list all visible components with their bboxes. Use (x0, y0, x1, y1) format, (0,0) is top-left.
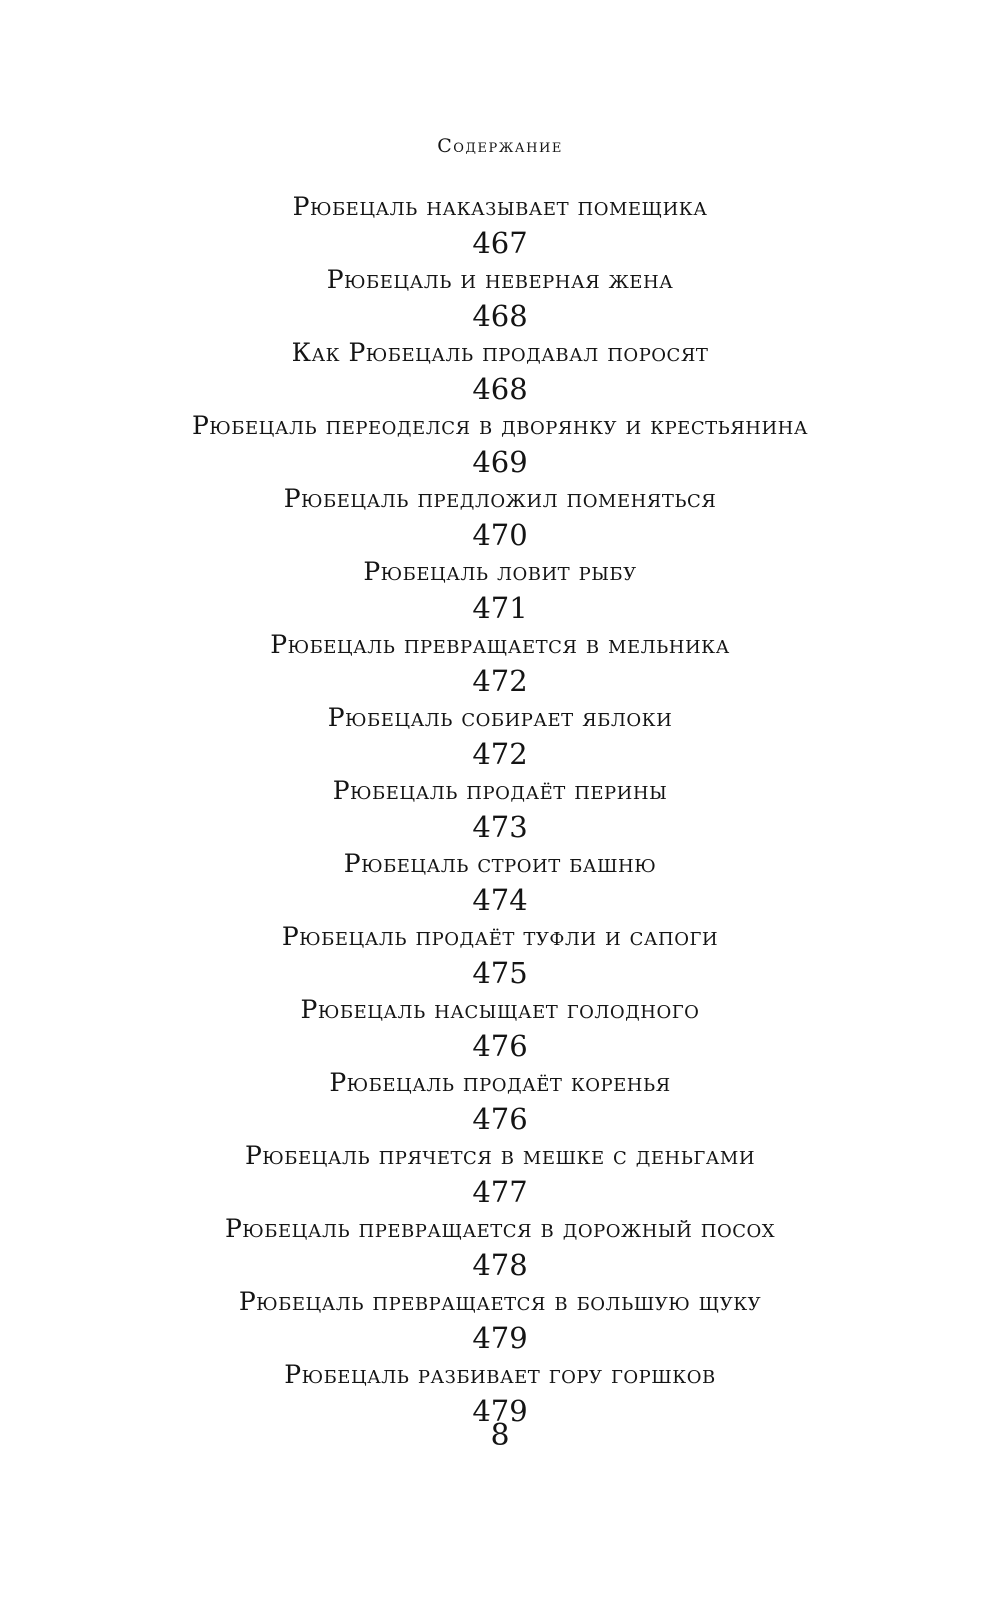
page-number: 8 (490, 1418, 510, 1453)
entry-title: Рюбецаль разбивает гору горшков (284, 1360, 716, 1389)
toc-entry (0, 1066, 1000, 1139)
toc-entry (0, 1285, 1000, 1358)
entry-title: Рюбецаль продаёт туфли и сапоги (281, 922, 719, 951)
entry-title: Рюбецаль собирает яблоки (327, 703, 673, 732)
table-of-contents (0, 190, 1000, 1431)
entry-page-number: 468 (472, 299, 528, 333)
entry-title: Рюбецаль превращается в большую щуку (238, 1287, 762, 1316)
toc-entry (0, 628, 1000, 701)
entry-page-number: 470 (472, 518, 528, 552)
entry-title: Рюбецаль строит башню (343, 849, 657, 878)
entry-page-number: 472 (472, 737, 528, 771)
toc-entry (0, 1139, 1000, 1212)
entry-title: Рюбецаль прячется в мешке с деньгами (244, 1141, 756, 1170)
entry-title: Рюбецаль предложил поменяться (283, 484, 717, 513)
entry-page-number: 476 (472, 1102, 528, 1136)
toc-entry (0, 409, 1000, 482)
entry-title: Рюбецаль продаёт перины (332, 776, 668, 805)
toc-entry (0, 263, 1000, 336)
entry-page-number: 478 (472, 1248, 528, 1282)
entry-page-number: 476 (472, 1029, 528, 1063)
toc-entry (0, 701, 1000, 774)
entry-page-number: 479 (472, 1394, 528, 1428)
entry-page-number: 471 (472, 591, 528, 625)
entry-title: Рюбецаль превращается в мельника (270, 630, 730, 659)
toc-entry (0, 847, 1000, 920)
entry-title: Рюбецаль ловит рыбу (363, 557, 637, 586)
toc-entry (0, 920, 1000, 993)
entry-title: Рюбецаль превращается в дорожный посох (224, 1214, 776, 1243)
entry-title: Рюбецаль насыщает голодного (300, 995, 700, 1024)
entry-page-number: 475 (472, 956, 528, 990)
entry-title: Рюбецаль переоделся в дворянку и крестьянина (191, 411, 808, 440)
entry-page-number: 467 (472, 226, 528, 260)
entry-page-number: 473 (472, 810, 528, 844)
toc-entry (0, 774, 1000, 847)
entry-page-number: 474 (472, 883, 528, 917)
entry-title: Как Рюбецаль продавал поросят (291, 338, 709, 367)
toc-entry (0, 482, 1000, 555)
entry-page-number: 477 (472, 1175, 528, 1209)
toc-entry (0, 555, 1000, 628)
toc-entry (0, 190, 1000, 263)
toc-entry (0, 1212, 1000, 1285)
entry-page-number: 469 (472, 445, 528, 479)
entry-title: Рюбецаль продаёт коренья (329, 1068, 671, 1097)
entry-title: Рюбецаль и неверная жена (326, 265, 674, 294)
toc-entry (0, 336, 1000, 409)
entry-page-number: 479 (472, 1321, 528, 1355)
entry-title: Рюбецаль наказывает помещика (292, 192, 708, 221)
entry-page-number: 468 (472, 372, 528, 406)
toc-entry (0, 993, 1000, 1066)
running-head: Содержание (437, 135, 563, 157)
entry-page-number: 472 (472, 664, 528, 698)
